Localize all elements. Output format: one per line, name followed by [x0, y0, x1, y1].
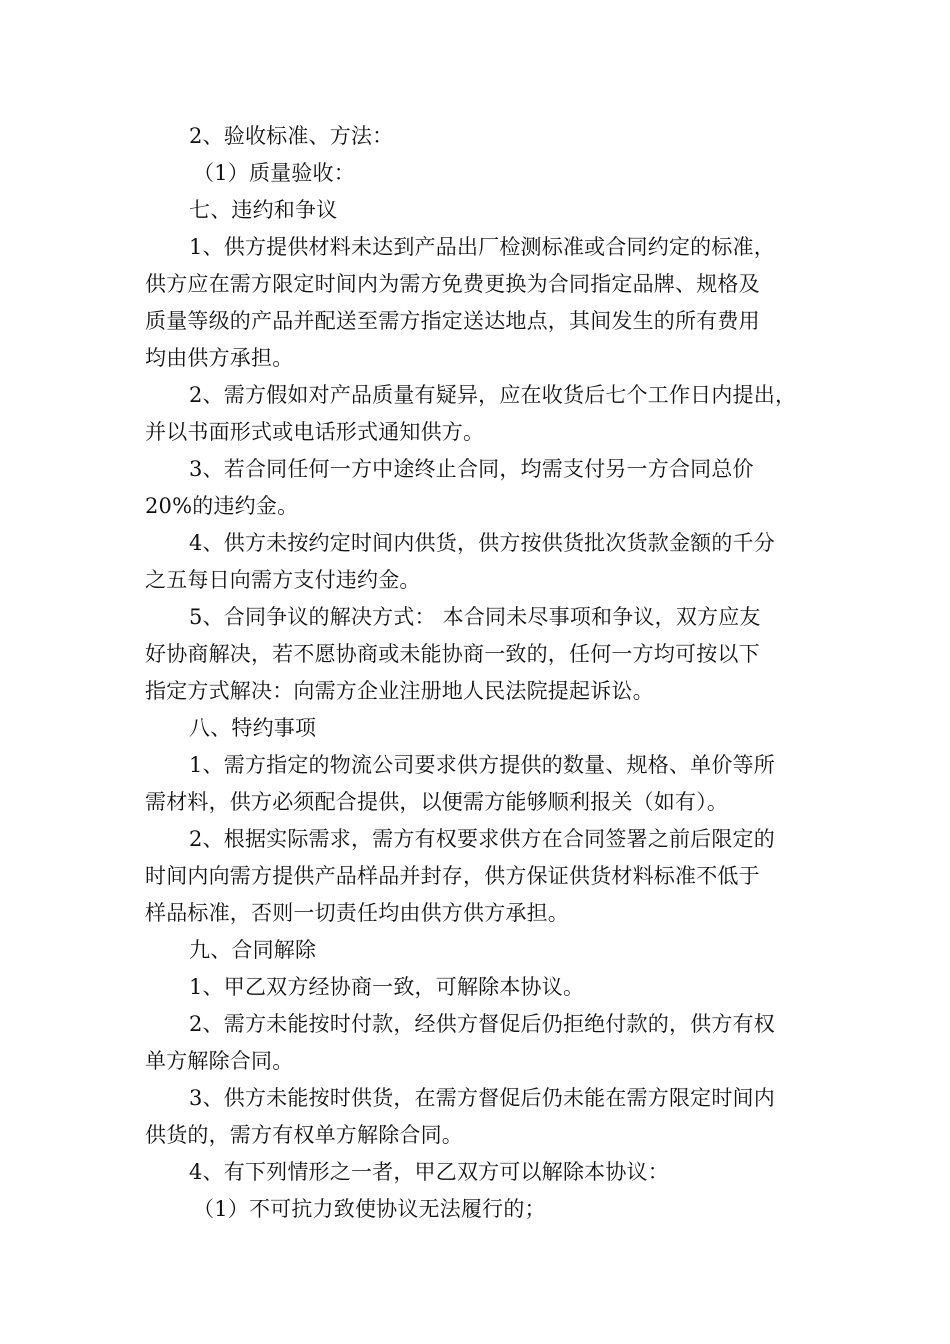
document-body: [145, 118, 815, 1228]
paragraph-line: 3、供方未能按时供货，在需方督促后仍未能在需方限定时间内: [189, 1086, 775, 1110]
paragraph-line: 质量等级的产品并配送至需方指定送达地点，其间发生的所有费用: [145, 309, 760, 333]
paragraph-line: 1、供方提供材料未达到产品出厂检测标准或合同约定的标准，: [189, 235, 775, 259]
paragraph-line: 需材料，供方必须配合提供，以便需方能够顺利报关（如有）。: [145, 790, 729, 814]
paragraph-line: 2、根据实际需求，需方有权要求供方在合同签署之前后限定的: [189, 827, 775, 851]
paragraph-line: 20%的违约金。: [145, 494, 299, 518]
section-heading-breach: 七、违约和争议: [189, 198, 338, 222]
paragraph-line: 1、甲乙双方经协商一致，可解除本协议。: [189, 975, 585, 999]
paragraph-line: 4、供方未按约定时间内供货，供方按供货批次货款金额的千分: [189, 531, 775, 555]
paragraph-line: 指定方式解决：向需方企业注册地人民法院提起诉讼。: [145, 679, 654, 703]
paragraph-line: （1）不可抗力致使协议无法履行的；: [193, 1197, 546, 1221]
paragraph-line: 3、若合同任何一方中途终止合同，均需支付另一方合同总价: [189, 457, 754, 481]
paragraph-line: 之五每日向需方支付违约金。: [145, 568, 421, 592]
paragraph-line: 好协商解决，若不愿协商或未能协商一致的，任何一方均可按以下: [145, 642, 760, 666]
paragraph-line: 时间内向需方提供产品样品并封存，供方保证供货材料标准不低于: [145, 864, 760, 888]
paragraph-line: 并以书面形式或电话形式通知供方。: [145, 420, 485, 444]
paragraph-line: 1、需方指定的物流公司要求供方提供的数量、规格、单价等所: [189, 753, 775, 777]
paragraph-line: 单方解除合同。: [145, 1049, 294, 1073]
section-heading-special-terms: 八、特约事项: [189, 716, 317, 740]
paragraph-line: 2、需方未能按时付款，经供方督促后仍拒绝付款的，供方有权: [189, 1012, 775, 1036]
paragraph-line: 4、有下列情形之一者，甲乙双方可以解除本协议：: [189, 1160, 669, 1184]
paragraph-line: 供货的，需方有权单方解除合同。: [145, 1123, 463, 1147]
paragraph-line: 供方应在需方限定时间内为需方免费更换为合同指定品牌、规格及: [145, 272, 760, 296]
section-heading-termination: 九、合同解除: [189, 938, 317, 962]
clause-acceptance-standard: 2、验收标准、方法：: [189, 124, 394, 148]
paragraph-line: 5、合同争议的解决方式： 本合同未尽事项和争议，双方应友: [189, 605, 761, 629]
clause-quality-acceptance: （1）质量验收：: [193, 161, 355, 185]
paragraph-line: 样品标准，否则一切责任均由供方供方承担。: [145, 901, 569, 925]
paragraph-line: 2、需方假如对产品质量有疑异，应在收货后七个工作日内提出，: [189, 383, 797, 407]
paragraph-line: 均由供方承担。: [145, 346, 294, 370]
